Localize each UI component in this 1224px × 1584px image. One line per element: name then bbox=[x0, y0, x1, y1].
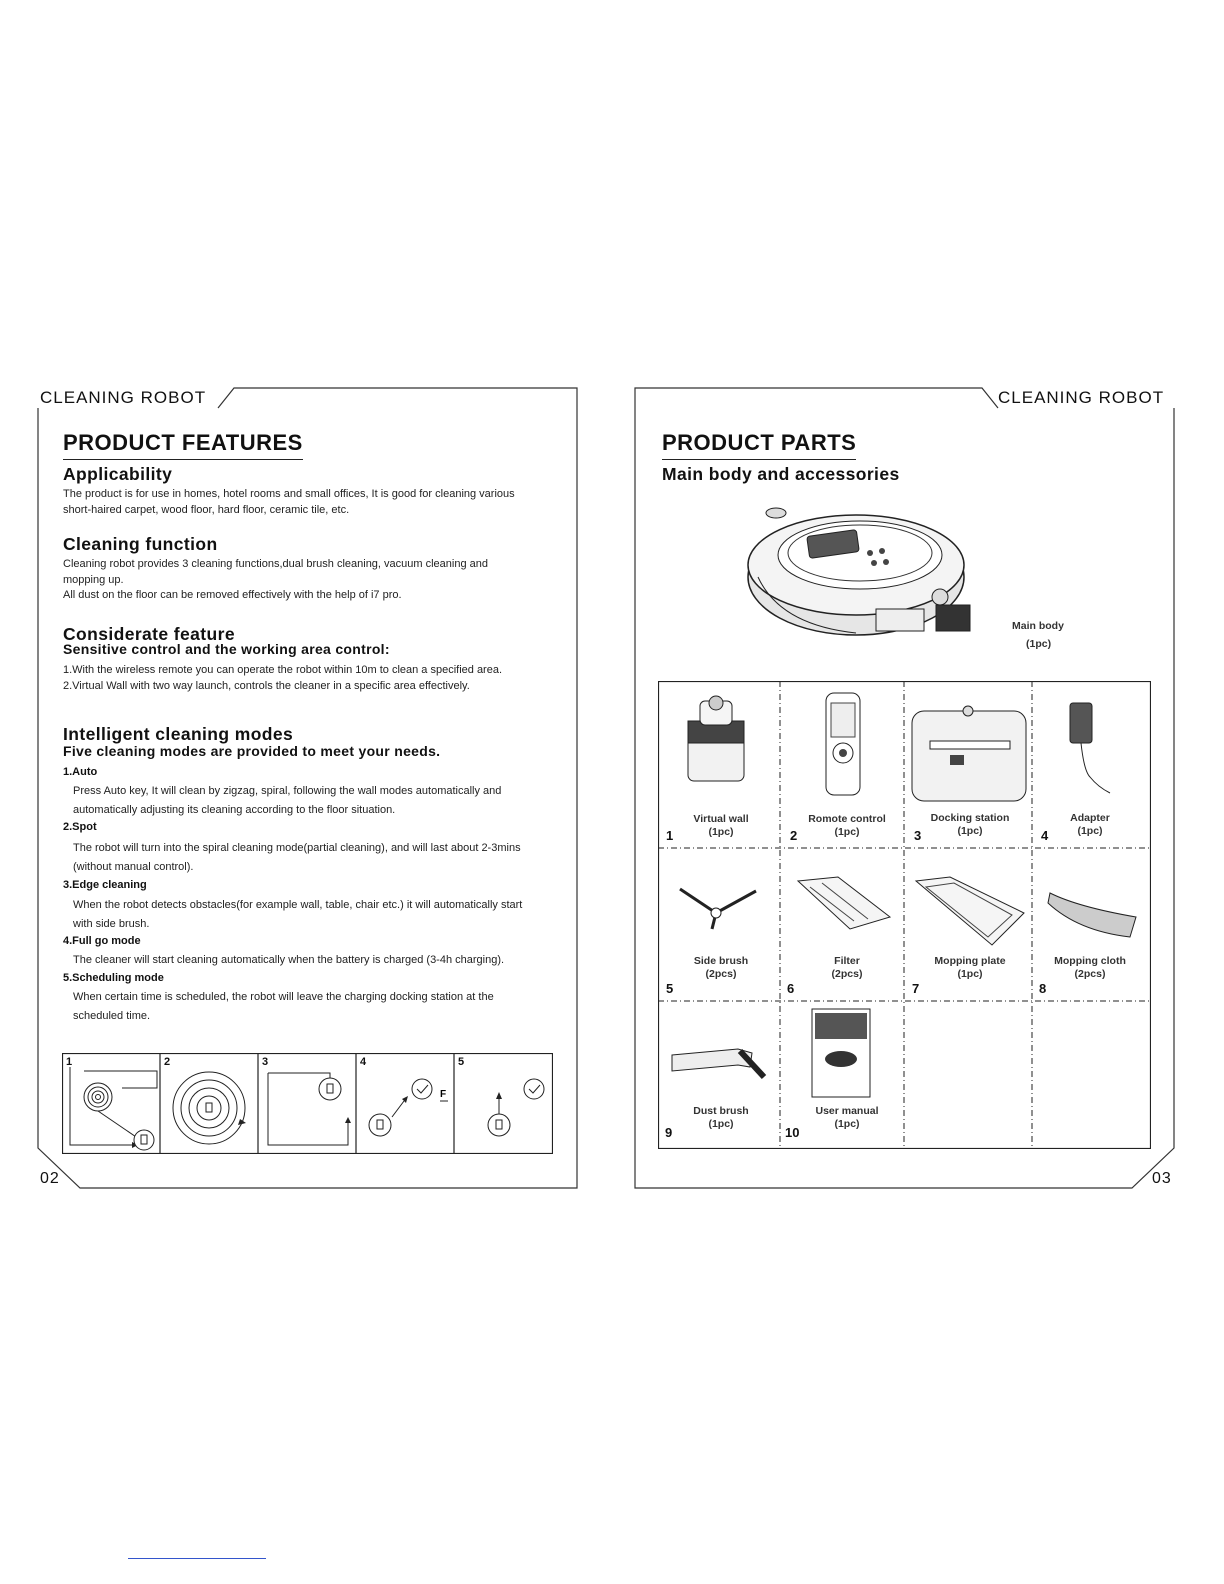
part-number: 6 bbox=[787, 981, 795, 996]
part-count: (1pc) bbox=[834, 1118, 860, 1130]
part-number: 10 bbox=[785, 1125, 800, 1140]
part-count: (1pc) bbox=[834, 826, 860, 838]
parts-subtitle: Main body and accessories bbox=[662, 464, 900, 484]
part-name: Adapter bbox=[1070, 812, 1110, 824]
diagram-label: 4 bbox=[360, 1056, 367, 1068]
diagram-f-label: F bbox=[440, 1089, 447, 1100]
considerate-subheading: Sensitive control and the working area control: bbox=[63, 641, 390, 657]
scheduling-mode-diagram bbox=[488, 1079, 544, 1136]
part-name: Romote control bbox=[808, 813, 886, 825]
diagram-label: 3 bbox=[262, 1056, 269, 1068]
main-body-count: (1pc) bbox=[1026, 638, 1052, 650]
diagram-label: 2 bbox=[164, 1056, 171, 1068]
left-page-header: CLEANING ROBOT bbox=[40, 388, 207, 407]
mode-text: The robot will turn into the spiral cleaning mode(partial cleaning), and will last about 2-3mins (without manual control). bbox=[73, 842, 521, 873]
part-count: (1pc) bbox=[708, 1118, 734, 1130]
parts-title: PRODUCT PARTS bbox=[662, 430, 856, 460]
mode-text: When certain time is scheduled, the robot will leave the charging docking station at the scheduled time. bbox=[73, 991, 494, 1022]
remote-control-illustration bbox=[826, 693, 860, 795]
part-count: (2pcs) bbox=[1074, 968, 1106, 980]
part-number: 3 bbox=[914, 828, 922, 843]
docking-station-illustration bbox=[912, 706, 1026, 801]
part-name: Dust brush bbox=[693, 1105, 749, 1117]
part-name: Virtual wall bbox=[693, 813, 749, 825]
part-count: (1pc) bbox=[957, 825, 983, 837]
filter-illustration bbox=[798, 877, 890, 929]
mode-text: When the robot detects obstacles(for example wall, table, chair etc.) it will automatically start with side brush. bbox=[73, 899, 523, 930]
part-name: Side brush bbox=[693, 955, 749, 967]
auto-mode-diagram bbox=[70, 1067, 157, 1150]
part-count: (1pc) bbox=[957, 968, 983, 980]
page-title: PRODUCT FEATURES bbox=[63, 430, 303, 460]
part-count: (2pcs) bbox=[831, 968, 863, 980]
diagram-label: 5 bbox=[458, 1056, 465, 1068]
left-page-number: 02 bbox=[40, 1170, 60, 1187]
modes-heading: Intelligent cleaning modes bbox=[63, 724, 294, 744]
dust-brush-illustration bbox=[672, 1049, 764, 1077]
part-number: 9 bbox=[665, 1125, 673, 1140]
user-manual-illustration bbox=[812, 1009, 870, 1097]
mode-title: 1.Auto bbox=[63, 766, 98, 778]
robot-main-body-illustration bbox=[740, 505, 980, 650]
cleaning-function-heading: Cleaning function bbox=[63, 534, 218, 554]
cleaning-function-text: Cleaning robot provides 3 cleaning functions,dual brush cleaning, vacuum cleaning and mopping up. All dust on the floor can be removed effectively with the help of i7 pro. bbox=[63, 558, 488, 601]
modes-subheading: Five cleaning modes are provided to meet your needs. bbox=[63, 743, 441, 759]
part-name: Mopping cloth bbox=[1054, 955, 1126, 967]
adapter-illustration bbox=[1070, 703, 1110, 793]
part-count: (1pc) bbox=[708, 826, 734, 838]
side-brush-illustration bbox=[680, 889, 756, 929]
part-name: Mopping plate bbox=[934, 955, 1006, 967]
mode-title: 3.Edge cleaning bbox=[63, 879, 147, 891]
virtual-wall-illustration bbox=[688, 696, 744, 781]
right-page-number: 03 bbox=[1152, 1170, 1172, 1187]
part-name: Docking station bbox=[930, 812, 1010, 824]
mopping-plate-illustration bbox=[916, 877, 1024, 945]
part-number: 7 bbox=[912, 981, 920, 996]
mopping-cloth-illustration bbox=[1048, 893, 1136, 937]
mode-title: 4.Full go mode bbox=[63, 935, 141, 947]
part-number: 5 bbox=[666, 981, 674, 996]
part-number: 2 bbox=[790, 828, 798, 843]
footer-rule bbox=[128, 1558, 266, 1559]
considerate-heading: Considerate feature bbox=[63, 624, 235, 644]
part-name: Filter bbox=[834, 955, 860, 967]
right-page-header: CLEANING ROBOT bbox=[998, 388, 1165, 407]
considerate-text: 1.With the wireless remote you can operate the robot within 10m to clean a specified area. 2.Virtual Wall with two way launch, controls the cleaner in a specific area effectively. bbox=[63, 664, 503, 692]
part-count: (1pc) bbox=[1077, 825, 1103, 837]
mode-text: Press Auto key, It will clean by zigzag, spiral, following the wall modes automatically and automatically adjusting its cleaning according to the floor situation. bbox=[73, 785, 502, 816]
mode-text: The cleaner will start cleaning automatically when the battery is charged (3-4h charging). bbox=[73, 954, 505, 966]
mode-title: 2.Spot bbox=[63, 821, 97, 833]
spot-mode-diagram bbox=[173, 1072, 246, 1144]
diagram-label: 1 bbox=[66, 1056, 73, 1068]
applicability-text: The product is for use in homes, hotel rooms and small offices, It is good for cleaning various short-haired carpet, wood floor, hard floor, ceramic tile, etc. bbox=[63, 488, 515, 516]
part-name: User manual bbox=[815, 1105, 879, 1117]
mode-title: 5.Scheduling mode bbox=[63, 972, 164, 984]
part-number: 4 bbox=[1041, 828, 1049, 843]
part-number: 1 bbox=[666, 828, 674, 843]
part-count: (2pcs) bbox=[705, 968, 737, 980]
edge-mode-diagram bbox=[268, 1073, 351, 1145]
cleaning-mode-diagrams bbox=[62, 1053, 553, 1154]
parts-grid bbox=[658, 681, 1151, 1149]
applicability-heading: Applicability bbox=[63, 464, 173, 484]
full-go-mode-diagram bbox=[369, 1079, 448, 1136]
main-body-label: Main body bbox=[1012, 620, 1064, 632]
part-number: 8 bbox=[1039, 981, 1047, 996]
